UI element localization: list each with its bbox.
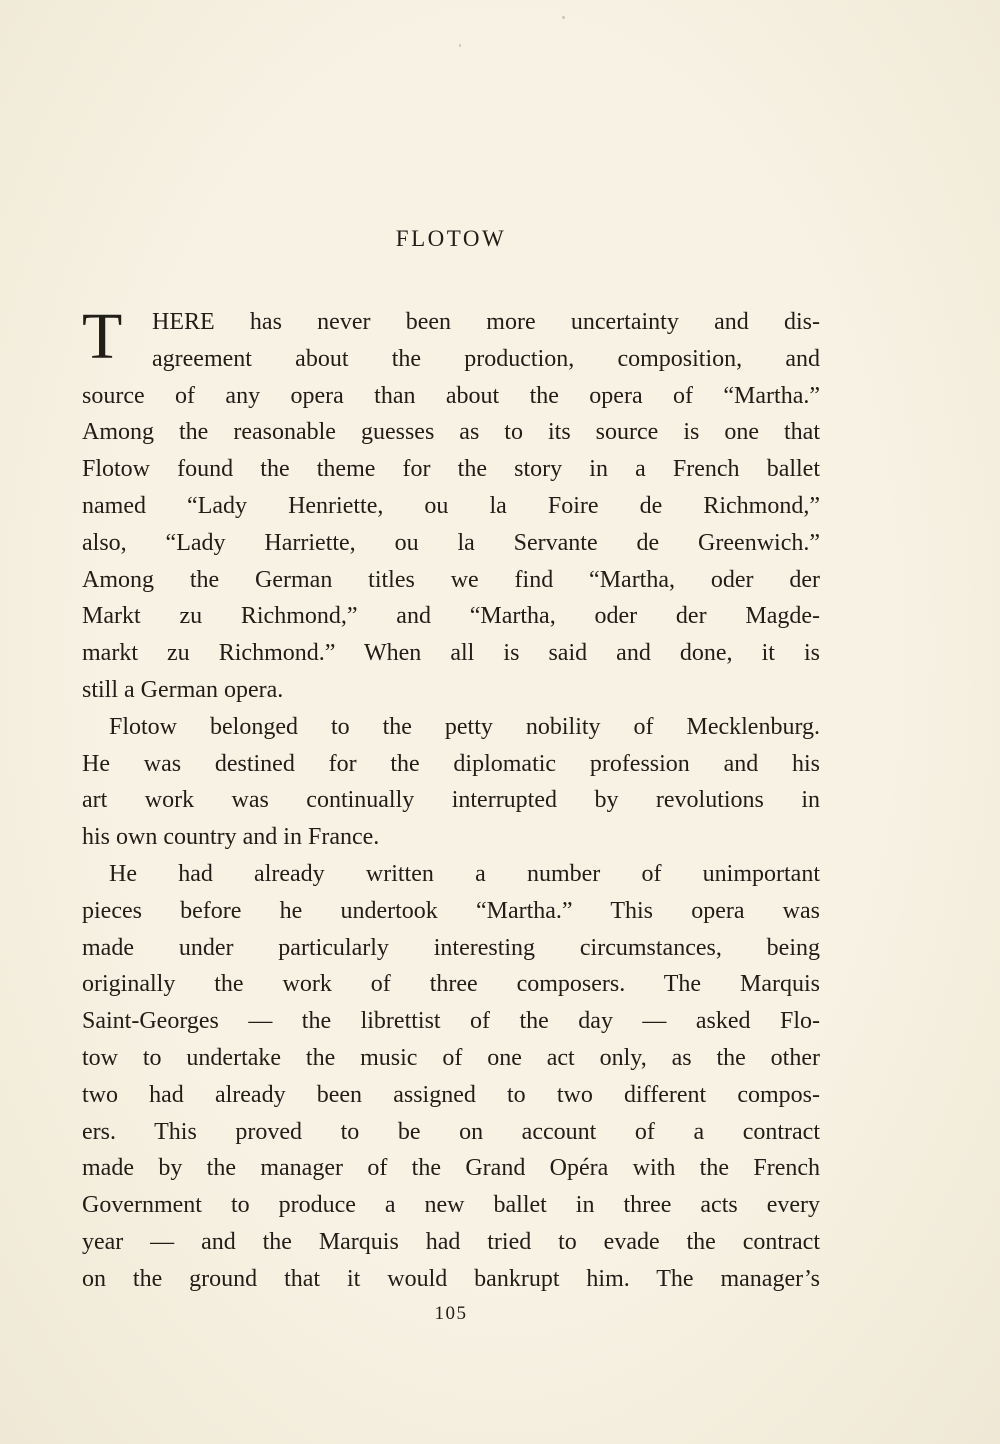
text-line: agreement about the production, composition, and: [152, 345, 820, 372]
scan-speck: [459, 44, 461, 47]
text-line: tow to undertake the music of one act only, as the other: [82, 1044, 820, 1071]
text-line: He was destined for the diplomatic profession and his: [82, 750, 820, 777]
text-line: still a German opera.: [82, 676, 284, 703]
text-line: originally the work of three composers. The Marquis: [82, 971, 820, 998]
paragraph: [82, 300, 820, 709]
paragraph: [82, 856, 820, 1298]
text-line: his own country and in France.: [82, 824, 380, 851]
paragraph: [82, 709, 820, 856]
text-line: on the ground that it would bankrupt him. The manager’s: [82, 1265, 820, 1292]
text-line: made by the manager of the Grand Opéra with the French: [82, 1155, 820, 1182]
scan-speck: [562, 16, 565, 19]
text-line: pieces before he undertook “Martha.” This opera was: [82, 897, 820, 924]
text-line: Flotow belonged to the petty nobility of Mecklenburg.: [109, 713, 820, 740]
text-line: also, “Lady Harriette, ou la Servante de Greenwich.”: [82, 529, 820, 556]
text-line: source of any opera than about the opera of “Martha.”: [82, 382, 820, 409]
text-line: Among the reasonable guesses as to its source is one that: [82, 419, 820, 446]
text-line: made under particularly interesting circumstances, being: [82, 934, 820, 961]
text-line: art work was continually interrupted by revolutions in: [82, 787, 820, 814]
text-line: Government to produce a new ballet in three acts every: [82, 1192, 820, 1219]
page-number: 105: [434, 1303, 468, 1324]
drop-cap: T: [82, 300, 123, 373]
text-line: Saint-Georges — the librettist of the day — asked Flo-: [82, 1008, 820, 1035]
page-content: [82, 226, 820, 1298]
text-line: Markt zu Richmond,” and “Martha, oder der Magde-: [82, 603, 820, 630]
text-line: markt zu Richmond.” When all is said and done, it is: [82, 640, 820, 667]
text-line: Flotow found the theme for the story in a French ballet: [82, 456, 820, 483]
text-line: named “Lady Henriette, ou la Foire de Richmond,”: [82, 492, 820, 519]
body-text: [82, 300, 820, 1298]
text-line: He had already written a number of unimportant: [109, 860, 820, 887]
text-line: two had already been assigned to two different compos-: [82, 1081, 820, 1108]
text-line: year — and the Marquis had tried to evade the contract: [82, 1228, 820, 1255]
text-line: Among the German titles we find “Martha, oder der: [82, 566, 820, 593]
text-line: ers. This proved to be on account of a contract: [82, 1118, 820, 1145]
chapter-title: FLOTOW: [395, 226, 507, 251]
text-line: HERE has never been more uncertainty and dis-: [152, 309, 820, 335]
